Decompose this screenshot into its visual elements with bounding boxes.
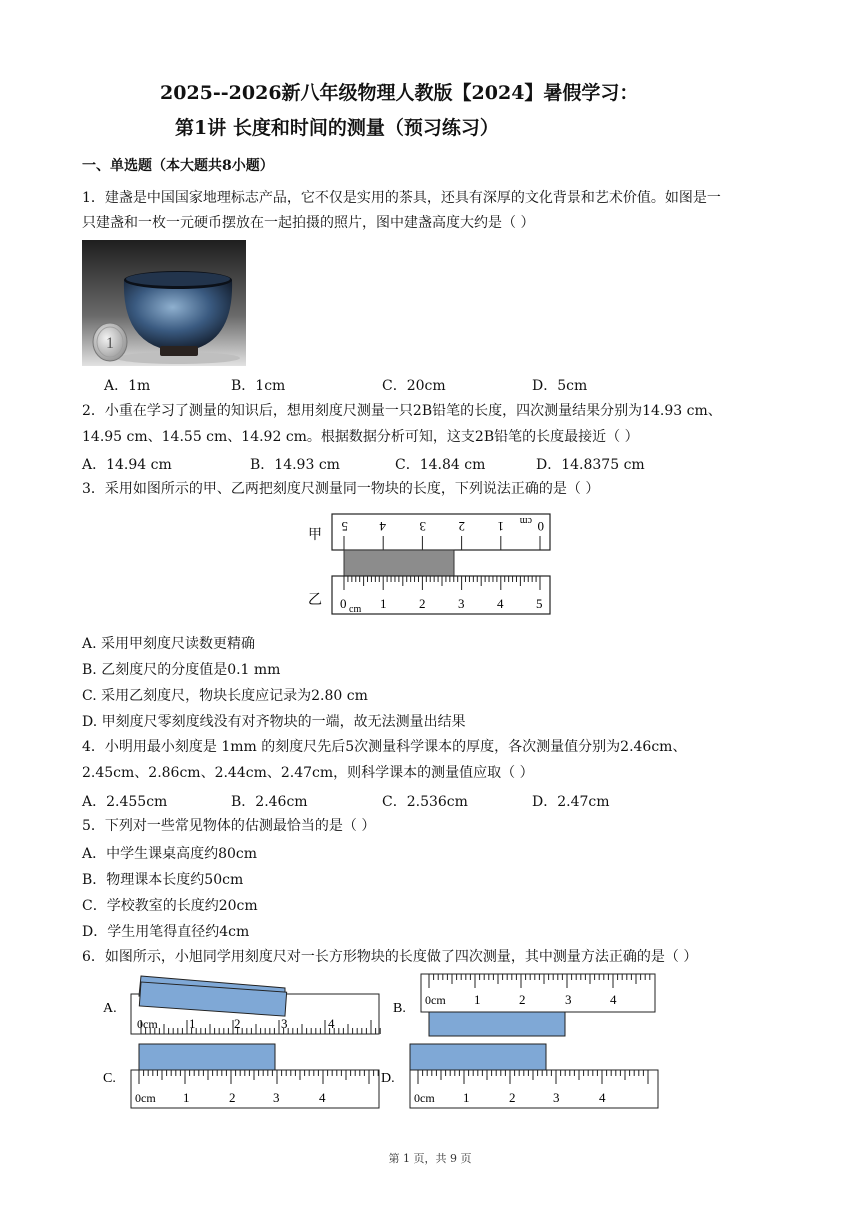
q2-line2: 14.95 cm、14.55 cm、14.92 cm。根据数据分析可知，这支2B铅笔的长度最接近（ ） [82, 429, 639, 445]
q5-option-d: D．学生用笔得直径约4cm [82, 924, 250, 940]
q2-option-b: B．14.93 cm [250, 457, 340, 473]
section-heading: 一、单选题（本大题共8小题） [82, 158, 274, 174]
q6-d-tick-4: 4 [599, 1090, 606, 1105]
q6-c-block [139, 1044, 275, 1070]
q6-label-d: D. [381, 1071, 395, 1086]
q3-line1: 3．采用如图所示的甲、乙两把刻度尺测量同一物块的长度，下列说法正确的是（ ） [82, 481, 600, 497]
ruler-yi-label-3: 3 [458, 596, 465, 611]
ruler-yi-unit: cm [349, 604, 362, 615]
q1-line2: 只建盏和一枚一元硬币摆放在一起拍摄的照片，图中建盏高度大约是（ ） [82, 215, 535, 231]
q6-c-tick-2: 2 [229, 1090, 236, 1105]
q1-option-c: C．20cm [382, 378, 446, 394]
q2-line1: 2．小重在学习了测量的知识后，想用刻度尺测量一只2B铅笔的长度，四次测量结果分别为14.93 cm、 [82, 403, 722, 419]
q6-line1: 6．如图所示，小旭同学用刻度尺对一长方形物块的长度做了四次测量，其中测量方法正确的是（ ） [82, 949, 698, 965]
q6-label-a: A. [103, 1001, 117, 1016]
q6-d-tick-1: 1 [463, 1090, 470, 1105]
teabowl-photo [82, 240, 246, 366]
q5-line1: 5．下列对一些常见物体的估测最恰当的是（ ） [82, 818, 376, 834]
q6-b-block [429, 1012, 565, 1036]
ruler-yi-label: 乙 [308, 593, 322, 608]
title-line1: 2025--2026新八年级物理人教版【2024】暑假学习： [160, 82, 639, 104]
ruler-jia [332, 514, 550, 550]
q6-d-block [410, 1044, 546, 1070]
q6-c-tick-4: 4 [319, 1090, 326, 1105]
q6-figures [95, 972, 670, 1120]
q4-option-c: C．2.536cm [382, 794, 468, 810]
ruler-jia-unit: cm [519, 515, 532, 526]
q6-b-tick-1: 1 [474, 992, 481, 1007]
ruler-yi-label-1: 1 [380, 596, 387, 611]
q6-d-zero: 0cm [414, 1091, 435, 1105]
q6-a-tick-4: 4 [328, 1016, 335, 1031]
ruler-jia-label-4: 4 [379, 519, 386, 534]
q6-b-tick-4: 4 [610, 992, 617, 1007]
q3-option-d: D. 甲刻度尺零刻度线没有对齐物块的一端，故无法测量出结果 [82, 714, 466, 730]
ruler-jia-label-0: 0 [537, 519, 544, 534]
q6-c-tick-3: 3 [273, 1090, 280, 1105]
q3-option-a: A. 采用甲刻度尺读数更精确 [82, 636, 256, 652]
q6-a-tick-1: 1 [189, 1016, 196, 1031]
coin-text: 1 [106, 335, 114, 352]
q5-option-c: C．学校教室的长度约20cm [82, 898, 258, 914]
q6-c-zero: 0cm [135, 1091, 156, 1105]
q6-d-tick-2: 2 [509, 1090, 516, 1105]
ruler-yi-label-2: 2 [419, 596, 426, 611]
measured-block [344, 550, 454, 576]
q2-option-a: A．14.94 cm [82, 457, 172, 473]
q6-b-zero: 0cm [425, 993, 446, 1007]
q4-option-a: A．2.455cm [82, 794, 168, 810]
q6-d-tick-3: 3 [553, 1090, 560, 1105]
ruler-jia-label-5: 5 [341, 519, 348, 534]
q6-a-zero: 0cm [137, 1017, 158, 1031]
q3-option-c: C. 采用乙刻度尺，物块长度应记录为2.80 cm [82, 688, 368, 704]
q4-line1: 4．小明用最小刻度是 1mm 的刻度尺先后5次测量科学课本的厚度，各次测量值分别为2.46cm、 [82, 739, 687, 755]
ruler-yi-label-0: 0 [340, 596, 347, 611]
q5-option-b: B．物理课本长度约50cm [82, 872, 244, 888]
q6-figure-c [131, 1044, 379, 1108]
q2-option-c: C．14.84 cm [395, 457, 486, 473]
ruler-jia-label-3: 3 [419, 519, 426, 534]
q5-option-a: A．中学生课桌高度约80cm [82, 846, 258, 862]
q4-option-b: B．2.46cm [231, 794, 308, 810]
q6-figure-b [421, 974, 655, 1036]
ruler-jia-label-1: 1 [497, 519, 504, 534]
q6-a-tick-3: 3 [281, 1016, 288, 1031]
q6-b-tick-3: 3 [565, 992, 572, 1007]
q3-rulers-figure [300, 508, 560, 620]
q6-b-tick-2: 2 [519, 992, 526, 1007]
q6-a-tick-2: 2 [234, 1016, 241, 1031]
title-line2: 第1讲 长度和时间的测量（预习练习） [175, 117, 499, 139]
page-footer: 第 1 页，共 9 页 [388, 1152, 472, 1165]
q1-line1: 1．建盏是中国国家地理标志产品，它不仅是实用的茶具，还具有深厚的文化背景和艺术价值。如图是一 [82, 190, 721, 206]
q6-figure-a [131, 976, 380, 1038]
ruler-jia-label: 甲 [308, 528, 322, 543]
q1-option-d: D．5cm [532, 378, 588, 394]
ruler-yi [332, 576, 550, 614]
q6-label-b: B. [393, 1001, 406, 1016]
q6-c-tick-1: 1 [183, 1090, 190, 1105]
ruler-yi-label-4: 4 [497, 596, 504, 611]
q3-option-b: B. 乙刻度尺的分度值是0.1 mm [82, 662, 281, 678]
ruler-jia-label-2: 2 [458, 519, 465, 534]
q6-label-c: C. [103, 1071, 116, 1086]
q4-line2: 2.45cm、2.86cm、2.44cm、2.47cm，则科学课本的测量值应取（ ） [82, 765, 534, 781]
q1-option-b: B．1cm [231, 378, 286, 394]
q4-option-d: D．2.47cm [532, 794, 610, 810]
ruler-yi-label-5: 5 [536, 596, 543, 611]
q1-option-a: A．1m [104, 378, 151, 394]
q6-figure-d [410, 1044, 658, 1108]
q2-option-d: D．14.8375 cm [536, 457, 645, 473]
